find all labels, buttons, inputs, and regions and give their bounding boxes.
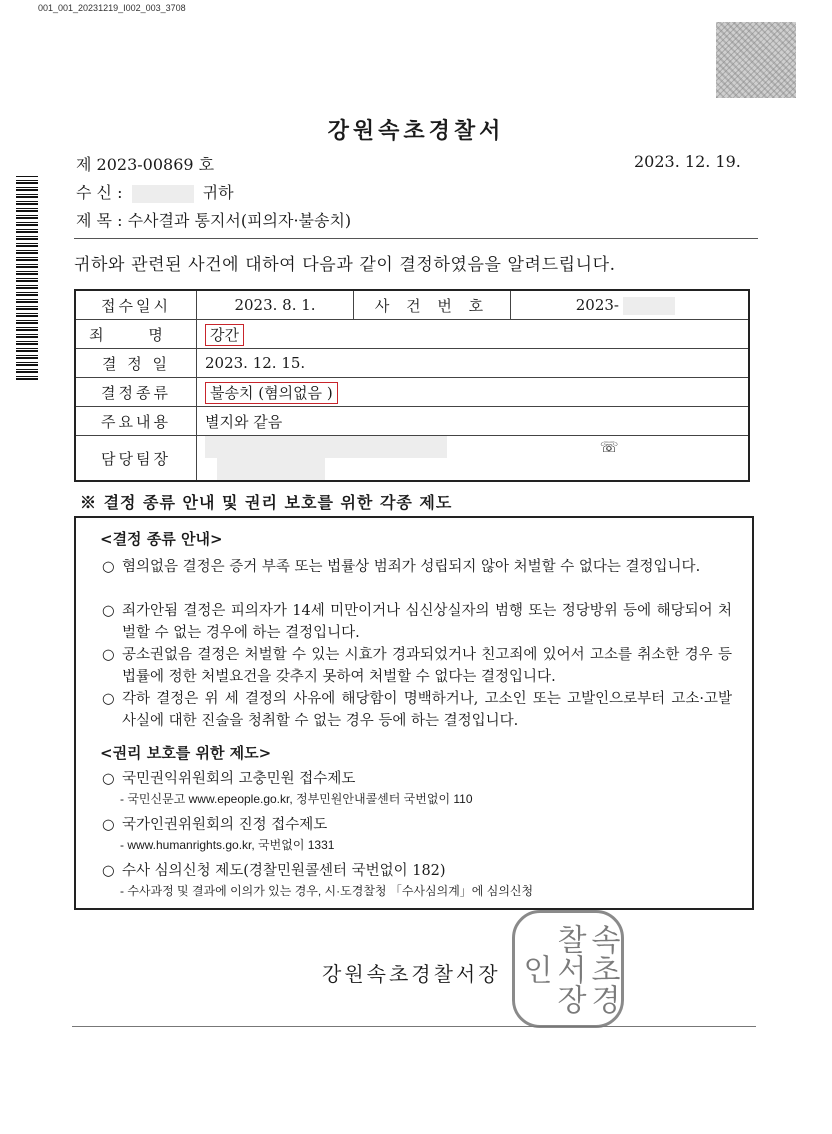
decision-type-label: 결정종류 [75, 378, 197, 407]
rights-item-detail: - 수사과정 및 결과에 이의가 있는 경우, 시·도경찰청 「수사심의계」에 심의신청 [120, 884, 534, 898]
decision-type-cell [197, 378, 750, 407]
subject-line [76, 208, 351, 231]
barcode [16, 176, 38, 380]
document-number: 제 2023-00869 호 [76, 155, 215, 174]
decision-date-label: 결 정 일 [75, 349, 197, 378]
officer-label: 담당팀장 [75, 436, 197, 482]
crime-value: 강간 [205, 324, 244, 346]
qr-code [716, 22, 796, 98]
guide-item [102, 644, 732, 688]
guide-item-text: 죄가안됨 결정은 피의자가 14세 미만이거나 심신상실자의 범행 또는 정당방위 등에 해당되어 처벌할 수 없는 경우에 하는 결정입니다. [122, 603, 732, 641]
guide-item [102, 556, 732, 578]
document-date: 2023. 12. 19. [634, 152, 741, 171]
main-content-label: 주요내용 [75, 407, 197, 436]
bullet: ○ [102, 647, 115, 663]
recipient-suffix: 귀하 [202, 183, 234, 202]
recipient-label: 수 신 : [76, 183, 123, 202]
bullet: ○ [102, 817, 115, 833]
guide-item [102, 600, 732, 644]
guide-item-text: 각하 결정은 위 세 결정의 사유에 해당함이 명백하거나, 고소인 또는 고발인으로부터 고소·고발 사실에 대한 진술을 청취할 수 없는 경우 등에 하는 결정입니다. [122, 691, 732, 729]
guide-item-text: 혐의없음 결정은 증거 부족 또는 법률상 범죄가 성립되지 않아 처벌할 수 없다는 결정입니다. [122, 559, 701, 575]
section-title: ※ 결정 종류 안내 및 권리 보호를 위한 각종 제도 [80, 493, 453, 512]
bullet: ○ [102, 603, 115, 619]
guide-item-text: 공소권없음 결정은 처벌할 수 있는 시효가 경과되었거나 친고죄에 있어서 고소를 취소한 경우 등 법률에 정한 처벌요건을 갖추지 못하여 처벌할 수 없다는 결정입니다. [122, 647, 732, 685]
case-number-label: 사 건 번 호 [354, 290, 511, 320]
header-divider [74, 238, 758, 239]
redacted-officer [205, 436, 447, 458]
bullet: ○ [102, 771, 115, 787]
crime-cell [197, 320, 750, 349]
rights-item-detail: - 국민신문고 www.epeople.go.kr, 정부민원안내콜센터 국번없이 110 [120, 792, 473, 806]
guide-item [102, 688, 732, 732]
rights-item-title: 국가인권위원회의 진정 접수제도 [122, 817, 328, 833]
receipt-date-value: 2023. 8. 1. [197, 290, 354, 320]
bullet: ○ [102, 863, 115, 879]
bullet: ○ [102, 691, 115, 707]
result-table [74, 289, 750, 482]
footer-rule [72, 1026, 756, 1027]
case-number-value: 2023- [575, 295, 619, 314]
document-title: 강원속초경찰서 [327, 118, 505, 144]
guide-panel [74, 516, 754, 910]
redacted-case-number [623, 297, 675, 315]
recipient-line [76, 180, 234, 203]
case-number-cell [511, 290, 750, 320]
redacted-recipient [132, 185, 194, 203]
decision-type-value: 불송치 (혐의없음 ) [205, 382, 338, 404]
rights-item [102, 860, 732, 882]
rights-item-detail: - www.humanrights.go.kr, 국번없이 1331 [120, 838, 335, 852]
rights-item-title: 국민권익위원회의 고충민원 접수제도 [122, 771, 356, 787]
decision-date-value: 2023. 12. 15. [197, 349, 750, 378]
intro-text: 귀하와 관련된 사건에 대하여 다음과 같이 결정하였음을 알려드립니다. [74, 255, 616, 275]
main-content-value: 별지와 같음 [197, 407, 750, 436]
official-seal [512, 910, 624, 1028]
redacted-phone [217, 458, 325, 480]
phone-icon: ☏ [599, 438, 619, 456]
rights-item [102, 814, 732, 836]
subject-text: 수사결과 통지서(피의자·불송치) [127, 211, 352, 230]
receipt-date-label: 접수일시 [75, 290, 197, 320]
rights-item [102, 768, 732, 790]
subject-label: 제 목 : [76, 211, 123, 230]
document-id: 001_001_20231219_I002_003_3708 [38, 3, 186, 13]
crime-label: 죄 명 [75, 320, 197, 349]
issuer-name: 강원속초경찰서장 [322, 962, 501, 986]
bullet: ○ [102, 559, 115, 575]
guide-heading: <결정 종류 안내> [100, 530, 223, 548]
seal-text: 속초경찰서장인 [517, 924, 620, 1014]
rights-item-title: 수사 심의신청 제도(경찰민원콜센터 국번없이 182) [122, 863, 446, 879]
officer-cell [197, 436, 750, 482]
rights-heading: <권리 보호를 위한 제도> [100, 744, 272, 762]
